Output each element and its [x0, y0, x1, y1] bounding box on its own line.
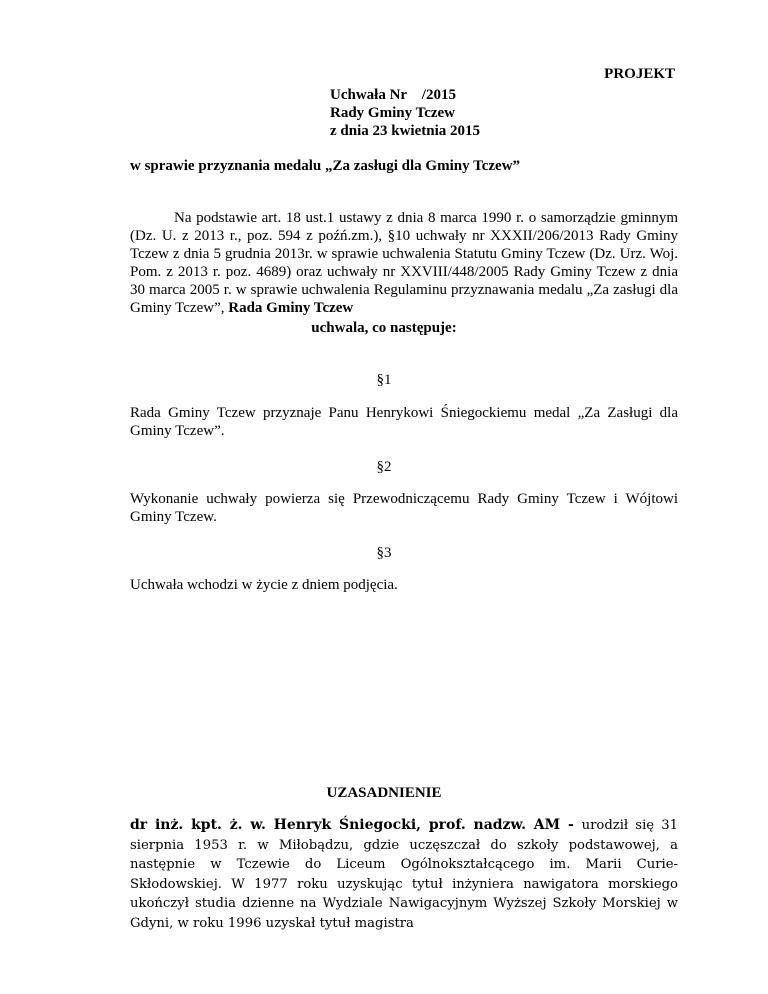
resolution-date: z dnia 23 kwietnia 2015 — [330, 123, 481, 139]
paragraph-3-text: Uchwała wchodzi w życie z dniem podjęcia. — [130, 577, 398, 593]
paragraph-1-number: §1 — [376, 372, 392, 388]
paragraph-1-text: Rada Gminy Tczew przyznaje Panu Henrykowi Śniegockiemu medal „Za Zasługi dla Gminy Tczew”. — [130, 405, 678, 439]
paragraph-2-number: §2 — [376, 459, 392, 475]
legal-basis-text: Na podstawie art. 18 ust.1 ustawy z dnia 8 marca 1990 r. o samorządzie gminnym (Dz. U. z 2013 r., poz. 594 z poźń.zm.), §10 uchwały nr XXXII/206/2013 Rady Gminy Tczew z dnia 5 grudnia 2013r. w sprawie uchwalenia Statutu Gminy Tczew (Dz. Urz. Woj. Pom. z 2013 r. poz. 4689) oraz uchwały nr XXVIII/448/2005 Rady Gminy Tczew z dnia 30 marca 2005 r. w sprawie uchwalenia Regulaminu przyznawania medalu „Za zasługi dla Gminy Tczew”, — [130, 210, 678, 316]
justification-paragraph — [130, 816, 678, 933]
resolution-number: Uchwała Nr /2015 — [330, 87, 456, 103]
justification-title: UZASADNIENIE — [326, 785, 442, 801]
paragraph-2-text: Wykonanie uchwały powierza się Przewodniczącemu Rady Gminy Tczew i Wójtowi Gminy Tczew. — [130, 491, 678, 525]
resolves-heading: uchwala, co następuje: — [311, 320, 457, 336]
justification-lead: dr inż. kpt. ż. w. Henryk Śniegocki, prof. nadzw. AM - — [130, 817, 582, 833]
resolution-subject: w sprawie przyznania medalu „Za zasługi dla Gminy Tczew” — [130, 158, 521, 174]
legal-basis-paragraph — [130, 209, 678, 317]
council-name: Rady Gminy Tczew — [330, 105, 456, 121]
council-bold-name: Rada Gminy Tczew — [228, 300, 354, 316]
resolution-header — [330, 86, 480, 140]
justification-text: urodził się 31 sierpnia 1953 r. w Miłobądzu, gdzie uczęszczał do szkoły podstawowej, a następnie w Tczewie do Liceum Ogólnokształcącego im. Marii Curie-Skłodowskiej. W 1977 roku uzyskując tytuł inżyniera nawigatora morskiego ukończył studia dzienne na Wydziale Nawigacyjnym Wyższej Szkoły Morskiej w Gdyni, w roku 1996 uzyskał tytuł magistra — [130, 818, 678, 931]
draft-status-label: PROJEKT — [604, 66, 675, 82]
paragraph-3-number: §3 — [376, 545, 392, 561]
